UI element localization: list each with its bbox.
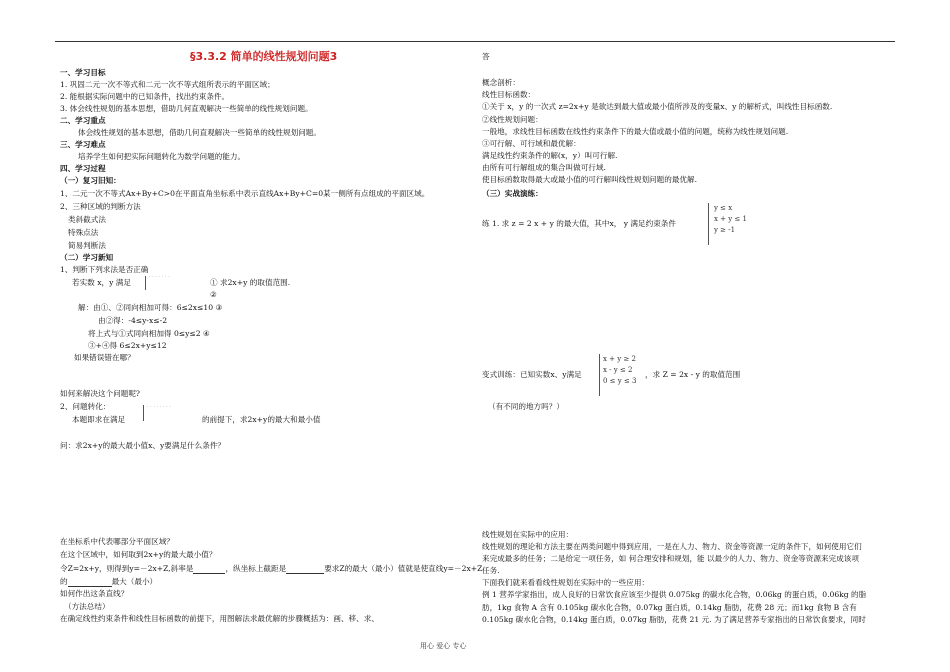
variant-brace	[599, 354, 600, 396]
of-text: 的	[60, 577, 68, 586]
lp-problem-def: 一般地，求线性目标函数在线性约束条件下的最大值或最小值的问题，统称为线性规划问题.	[482, 127, 789, 136]
heading-new-knowledge: （二）学习新知	[60, 253, 114, 262]
feasible-heading: ③可行解、可行域和最优解：	[482, 139, 581, 148]
application-intro: 下面我们就来看看线性规划在实际中的一些应用：	[482, 578, 650, 587]
problem-1-intro: 1、判断下列求法是否正确	[60, 265, 149, 274]
problem-1-ask: ① 求2x+y 的取值范围.	[210, 278, 291, 287]
line-max-min	[60, 577, 157, 587]
page-footer: 用心 爱心 专心	[420, 642, 467, 650]
goal-2: 2. 能根据实际问题中的已知条件，找出约束条件。	[60, 92, 230, 101]
question-region: 在坐标系中代表哪部分平面区域？	[60, 537, 174, 546]
system-brace-2	[143, 405, 144, 421]
problem-2-ask: 的前提下，求2x+y的最大和最小值	[202, 415, 321, 424]
method-summary: （方法总结）	[64, 602, 110, 611]
feasible-solution-def: 满足线性约束条件的解(x，y）叫可行解.	[482, 151, 618, 160]
question-conditions: 问：求2x+y的最大最小值x、y要满足什么条件？	[60, 441, 226, 450]
variant-constraint-1: x + y ≥ 2	[603, 355, 636, 363]
method-1: 类斜截式法	[68, 215, 106, 224]
concept-heading: 概念剖析：	[482, 78, 520, 87]
system-faint: · · · · · · ·	[149, 274, 170, 280]
optimal-solution-def: 使目标函数取得最大或最小值的可行解叫线性规划问题的最优解.	[482, 175, 698, 184]
problem-1-given: 若实数 x，y 满足	[72, 278, 131, 287]
answer-label: 答	[482, 52, 490, 61]
application-p3: 任务.	[482, 566, 500, 575]
exercise-1-brace	[708, 203, 709, 245]
exercise-1: 练 1. 求 z = 2 x + y 的最大值，其中x， y 满足约束条件	[482, 219, 676, 228]
goal-1: 1. 巩固二元一次不等式和二元一次不等式组所表示的平面区域；	[60, 80, 275, 89]
intercept-text: ，纵坐标上截距是	[225, 564, 287, 573]
problem-2-given: 本题即求在满足	[72, 415, 126, 424]
review-item-1: 1、二元一次不等式Ax+By+C>0在平面直角坐标系中表示直线Ax+By+C=0某一侧所有点组成的平面区域。	[60, 189, 430, 198]
header-rule	[55, 41, 895, 42]
key-points-text: 体会线性规划的基本思想，借助几何直观解决一些简单的线性规划问题。	[78, 128, 321, 137]
max-min-label: 最大（最小）	[111, 577, 158, 586]
steps-summary: 在确定线性约束条件和线性目标函数的前提下，用图解法求最优解的步骤概括为：画、移、求、	[60, 614, 379, 623]
variant-ask: ，求 Z = 2x - y 的取值范围	[645, 370, 741, 379]
question-extrema: 在这个区域中，如何取到2x+y的最大最小值？	[60, 550, 217, 559]
exercise-1-system	[714, 203, 747, 236]
slope-text: 令Z=2x+y，则得到y=－2x+Z,斜率是	[60, 564, 194, 573]
variant-system	[603, 354, 637, 387]
practice-heading: （三）实战演练：	[482, 189, 543, 198]
variant-exercise: 变式训练：已知实数x、y满足	[482, 370, 582, 379]
example-1-line-2: 肪，1kg 食物 A 含有 0.105kg 碳水化合物，0.07kg 蛋白质，0.14kg 脂肪，花费 28 元；而1kg 食物 B 含有	[482, 603, 857, 612]
solution-line-1: 解：由①、②同向相加可得：6≤2x≤10 ③	[78, 303, 223, 312]
how-to-solve: 如何来解决这个问题呢?	[60, 389, 141, 398]
linear-objective-def: ①关于 x，y 的一次式 z=2x+y 是欲达到最大值或最小值所涉及的变量x、y 的解析式，叫线性目标函数.	[482, 102, 833, 111]
application-p1: 线性规划的理论和方法主要在两类问题中得到应用，一是在人力、物力、资金等资源一定的条件下，如何使用它们	[482, 542, 862, 551]
error-question: 如果错误错在哪？	[74, 353, 135, 362]
method-2: 特殊点法	[68, 228, 99, 237]
application-heading: 线性规划在实际中的应用：	[482, 530, 574, 539]
goal-3: 3. 体会线性规划的基本思想，借助几何直观解决一些简单的线性规划问题。	[60, 104, 313, 113]
method-3: 简易判断法	[68, 241, 106, 250]
example-1-line-1: 例 1 营养学家指出，成人良好的日常饮食应该至少提供 0.075kg 的碳水化合物，0.06kg 的蛋白质，0.06kg 的脂	[482, 590, 867, 599]
constraint-1: y ≤ x	[714, 204, 733, 212]
difference-question: （有不同的地方吗？）	[488, 402, 564, 411]
application-p2: 来完成最多的任务；二是给定一项任务，如 何合理安排和规划，能 以最少的人力、物力、资金等资源来完成该项	[482, 554, 859, 563]
heading-process: 四、学习过程	[60, 164, 106, 173]
variant-constraint-2: x - y ≤ 2	[603, 366, 633, 374]
intercept-blank	[286, 565, 324, 574]
max-min-blank	[68, 578, 112, 587]
lp-problem-heading: ②线性规划问题：	[482, 115, 543, 124]
constraint-3: y ≥ -1	[714, 226, 736, 234]
variant-constraint-3: 0 ≤ y ≤ 3	[603, 377, 637, 385]
how-to-draw: 如何作出这条直线？	[60, 589, 129, 598]
heading-difficulties: 三、学习难点	[60, 140, 106, 149]
solution-line-4: ③+④得 6≤2x+y≤12	[88, 341, 167, 350]
problem-2-intro: 2、问题转化：	[60, 402, 111, 411]
slope-blank	[193, 565, 225, 574]
review-item-2: 2、三种区域的判断方法	[60, 202, 141, 211]
system-brace	[145, 276, 146, 290]
feasible-region-def: 由所有可行解组成的集合叫做可行域.	[482, 163, 606, 172]
heading-goals: 一、学习目标	[60, 68, 106, 77]
max-min-text: 要求Z的最大（最小）值就是使直线y=－2x+Z	[324, 564, 483, 573]
constraint-2: x + y ≤ 1	[714, 215, 747, 223]
system-faint-2: · · · · · · · ·	[147, 404, 171, 410]
linear-objective-heading: 线性目标函数：	[482, 90, 536, 99]
heading-review: （一）复习旧知：	[60, 176, 121, 185]
line-slope-intercept	[60, 564, 482, 574]
difficulties-text: 培养学生如何把实际问题转化为数学问题的能力。	[78, 152, 246, 161]
solution-line-3: 将上式与①式同向相加得 0≤y≤2 ④	[88, 329, 210, 338]
solution-line-2: 由②得：-4≤y-x≤-2	[98, 316, 168, 325]
example-1-line-3: 0.105kg 碳水化合物，0.14kg 蛋白质，0.07kg 脂肪，花费 21 元. 为了满足营养专家指出的日常饮食要求，同时	[482, 615, 866, 624]
heading-key-points: 二、学习重点	[60, 116, 106, 125]
page-title: §3.3.2 简单的线性规划问题3	[190, 50, 338, 63]
eq-label-2: ②	[210, 290, 217, 299]
